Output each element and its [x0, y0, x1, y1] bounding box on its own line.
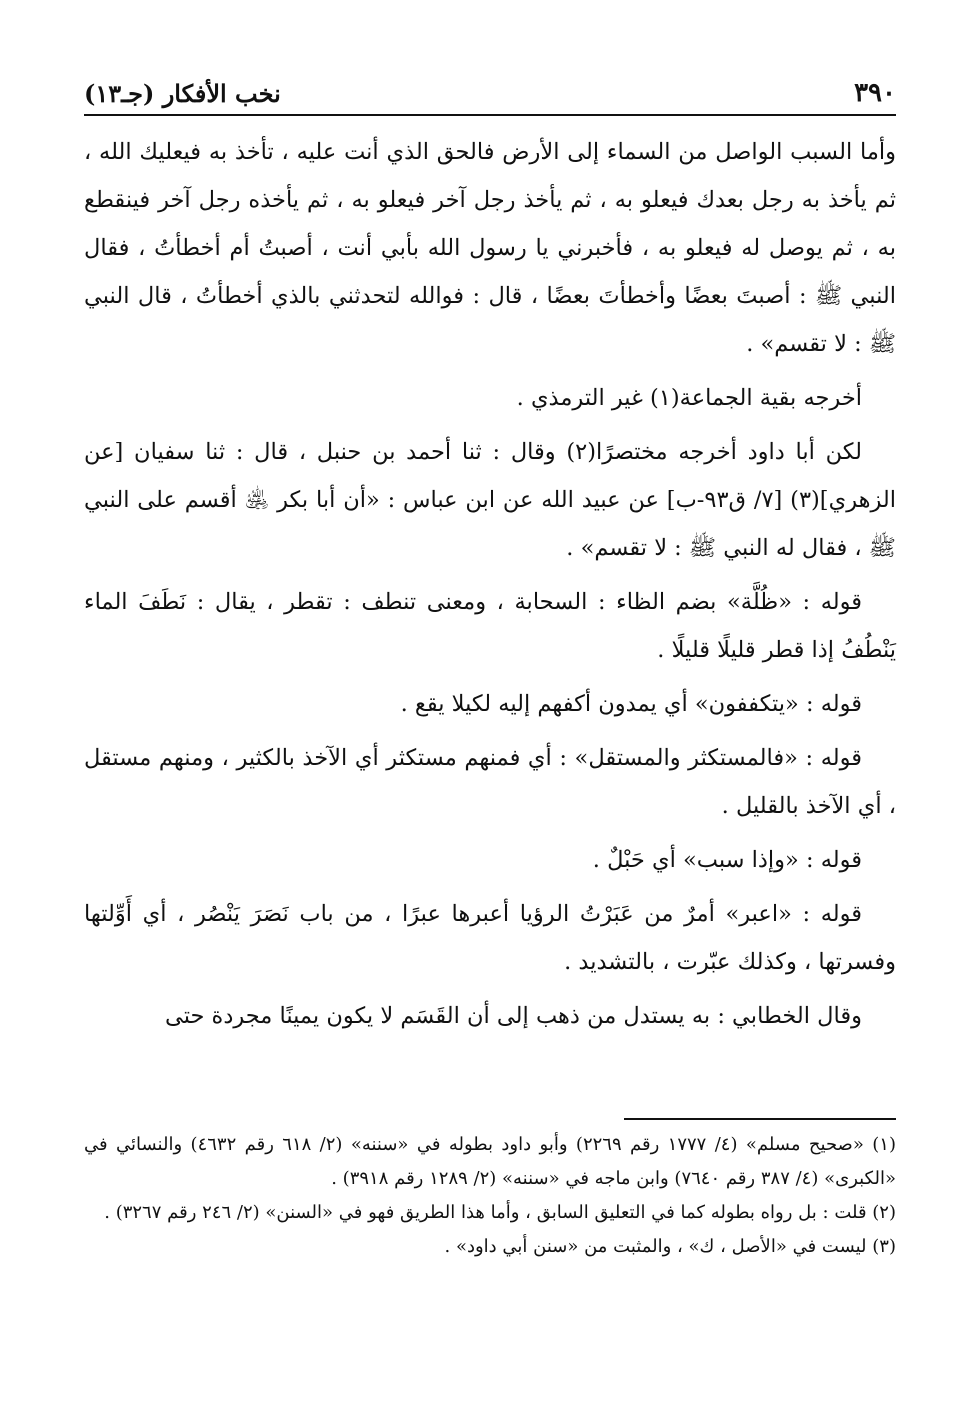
footnotes	[84, 1128, 896, 1264]
paragraph: وأما السبب الواصل من السماء إلى الأرض فالحق الذي أنت عليه ، تأخذ به فيعليك الله ، ثم يأخذ به رجل بعدك فيعلو به ، ثم يأخذ رجل آخر فيعلو به ، ثم يأخذه رجل آخر فينقطع به ، ثم يوصل له فيعلو به ، فأخبرني يا رسول الله بأبي أنت ، أصبتُ أم أخطأتُ ، فقال النبي ﷺ : أصبتَ بعضًا وأخطأتَ بعضًا ، قال : فوالله لتحدثني بالذي أخطأتُ ، قال النبي ﷺ : لا تقسم» .	[84, 139, 896, 357]
footnote: (٢) قلت : بل رواه بطوله كما في التعليق السابق ، وأما هذا الطريق فهو في «السنن» (٢/ ٢٤٦ رقم ٣٢٦٧) .	[104, 1202, 896, 1223]
page-number: ٣٩٠	[854, 78, 896, 108]
paragraph: قوله : «ظُلَّة» بضم الظاء : السحابة ، ومعنى تنطف : تقطر ، يقال : نَطَفَ الماء يَنْطُفُ إذا قطر قليلًا قليلًا .	[84, 589, 896, 663]
paragraph: أخرجه بقية الجماعة(١) غير الترمذي .	[516, 385, 862, 411]
running-title: نخب الأفكار (جـ١٣)	[84, 79, 281, 108]
paragraph: قوله : «وإذا سبب» أي حَبْلٌ .	[592, 847, 862, 873]
paragraph: لكن أبا داود أخرجه مختصرًا(٢) وقال : ثنا أحمد بن حنبل ، قال : ثنا سفيان [عن الزهري](٣) [٧/ ق٩٣-ب] عن عبيد الله عن ابن عباس : «أن أبا بكر ﵁ أقسم على النبي ﷺ ، فقال له النبي ﷺ : لا تقسم» .	[84, 439, 896, 561]
paragraph: قوله : «اعبر» أمرٌ من عَبَرْتُ الرؤيا أعبرها عبرًا ، من باب نَصَرَ يَنْصُر ، أي أَوِّلتها وفسرتها ، وكذلك عبّرت ، بالتشديد .	[84, 901, 896, 975]
paragraph: قوله : «يتكففون» أي يمدون أكفهم إليه لكيلا يقع .	[400, 691, 862, 717]
main-text	[84, 128, 896, 1040]
paragraph: قوله : «فالمستكثر والمستقل» : أي فمنهم مستكثر أي الآخذ بالكثير ، ومنهم مستقل ، أي الآخذ بالقليل .	[84, 745, 896, 819]
paragraph: وقال الخطابي : به يستدل من ذهب إلى أن القَسَم لا يكون يمينًا مجردة حتى	[164, 1003, 862, 1029]
footnote: (٣) ليست في «الأصل ، ك» ، والمثبت من «سنن أبي داود» .	[444, 1236, 896, 1257]
footnote: (١) «صحيح مسلم» (٤/ ١٧٧٧ رقم ٢٢٦٩) وأبو داود بطوله في «سننه» (٢/ ٦١٨ رقم ٤٦٣٢) والنسائي في «الكبرى» (٤/ ٣٨٧ رقم ٧٦٤٠) وابن ماجه في «سننه» (٢/ ١٢٨٩ رقم ٣٩١٨) .	[84, 1134, 896, 1189]
page-header	[84, 64, 896, 116]
footnote-separator	[624, 1118, 896, 1120]
